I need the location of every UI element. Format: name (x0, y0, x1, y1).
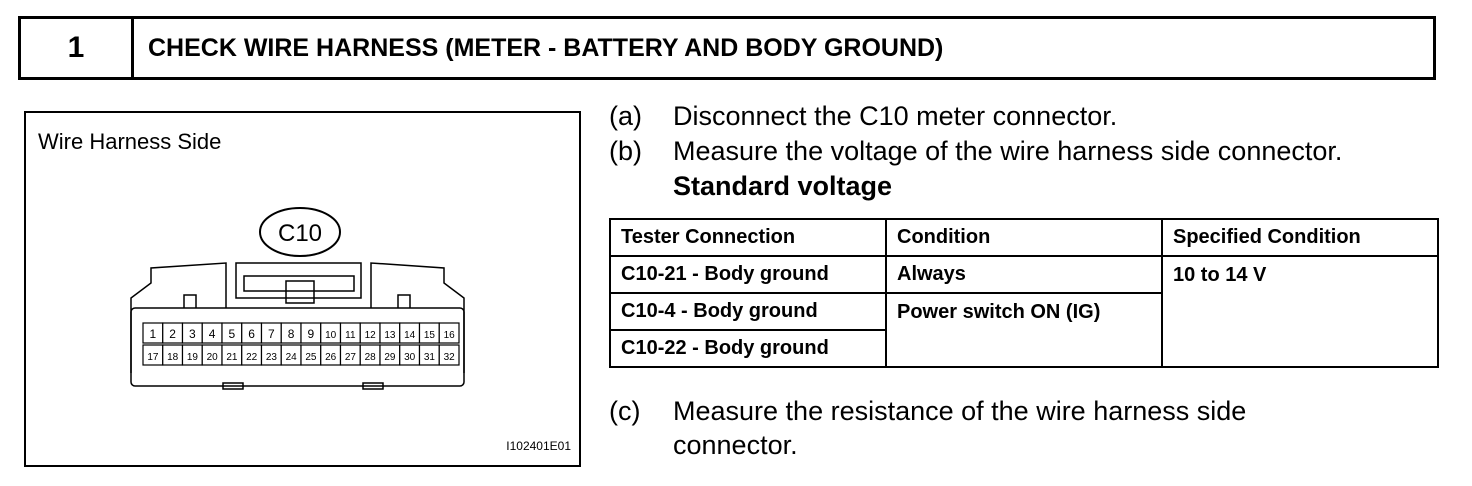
table-cell-condition: Power switch ON (IG) (886, 293, 1162, 367)
connector-figure (24, 111, 581, 467)
pin-label: 4 (208, 327, 216, 341)
pin-label: 7 (268, 327, 275, 341)
connector-diagram (26, 113, 581, 467)
pin-label: 15 (423, 330, 435, 341)
pin-label: 26 (325, 352, 337, 363)
step-b-text: Measure the voltage of the wire harness side connector. (673, 136, 1343, 166)
table-cell: C10-21 - Body ground (610, 256, 886, 293)
pin-grid (143, 323, 459, 365)
pin-label: 13 (384, 330, 396, 341)
pin-label: 1 (149, 327, 157, 341)
table-cell-specified: 10 to 14 V (1162, 256, 1438, 367)
pin-label: 18 (167, 352, 179, 363)
pin-label: 16 (443, 330, 455, 341)
table-header: Condition (886, 219, 1162, 256)
step-a-text: Disconnect the C10 meter connector. (673, 101, 1118, 131)
pin-label: 8 (287, 327, 295, 341)
pin-label: 2 (169, 327, 176, 341)
step-a-letter: (a) (609, 101, 642, 131)
pin-label: 10 (325, 330, 337, 341)
table-header-row (610, 219, 1438, 256)
table-cell: Always (886, 256, 1162, 293)
pin-label: 22 (246, 352, 258, 363)
pin-label: 11 (345, 330, 356, 341)
table-cell: C10-4 - Body ground (610, 293, 886, 330)
step-c-text-line1: Measure the resistance of the wire harness side (673, 396, 1247, 426)
pin-label: 32 (443, 352, 455, 363)
step-c-text-line2: connector. (673, 430, 798, 460)
pin-label: 9 (307, 327, 315, 341)
table-cell: C10-22 - Body ground (610, 330, 886, 367)
pin-label: 17 (147, 352, 159, 363)
standard-voltage-label: Standard voltage (673, 171, 893, 201)
pin-label: 30 (404, 352, 416, 363)
step-c-letter: (c) (609, 396, 641, 426)
pin-label: 28 (364, 352, 376, 363)
pin-label: 24 (285, 352, 297, 363)
pin-label: 19 (186, 352, 198, 363)
pin-label: 6 (248, 327, 255, 341)
pin-label: 14 (404, 330, 416, 341)
pin-label: 31 (423, 352, 435, 363)
pin-label: 3 (189, 327, 196, 341)
figure-id: I102401E01 (506, 439, 571, 453)
pin-label: 23 (265, 352, 277, 363)
pin-label: 27 (344, 352, 356, 363)
pin-label: 20 (206, 352, 218, 363)
spec-table (609, 218, 1439, 368)
step-b-letter: (b) (609, 136, 642, 166)
pin-label: 5 (228, 327, 236, 341)
figure-label: Wire Harness Side (38, 129, 222, 154)
pin-label: 25 (305, 352, 317, 363)
step-number: 1 (21, 19, 134, 77)
table-header: Tester Connection (610, 219, 886, 256)
pin-label: 29 (384, 352, 396, 363)
table-header: Specified Condition (1162, 219, 1438, 256)
table-row (610, 256, 1438, 293)
pin-label: 21 (226, 352, 238, 363)
pin-label: 12 (364, 330, 376, 341)
step-title: CHECK WIRE HARNESS (METER - BATTERY AND BODY GROUND) (148, 33, 944, 62)
step-header (18, 16, 1436, 80)
connector-callout-label: C10 (277, 220, 323, 247)
